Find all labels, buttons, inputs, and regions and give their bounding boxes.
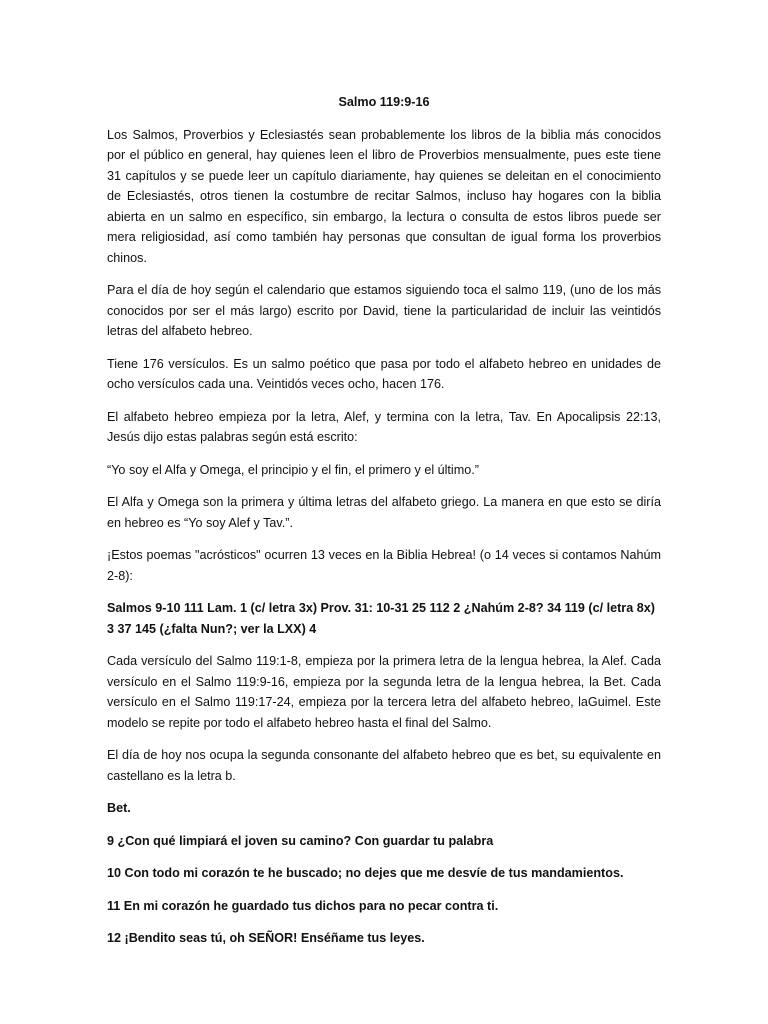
paragraph-segunda-consonante: El día de hoy nos ocupa la segunda consonante del alfabeto hebreo que es bet, su equivalente en castellano es la letra b.	[107, 748, 661, 783]
paragraph-intro: Los Salmos, Proverbios y Eclesiastés sean probablemente los libros de la biblia más conocidos por el público en general, hay quienes leen el libro de Proverbios mensualmente, pues este tiene 31 capítulos y se puede leer un capítulo diariamente, hay quienes se deleitan en el conocimiento de Eclesiastés, otros tienen la costumbre de recitar Salmos, incluso hay hogares con la biblia abierta en un salmo en específico, sin embargo, la lectura o consulta de estos libros puede ser mera religiosidad, así como también hay personas que consultan de igual forma los proverbios chinos.	[107, 127, 661, 265]
document-title: Salmo 119:9-16	[338, 95, 430, 109]
paragraph-176-versiculos: Tiene 176 versículos. Es un salmo poético que pasa por todo el alfabeto hebreo en unidades de ocho versículos cada una. Veintidós veces ocho, hacen 176.	[107, 356, 661, 391]
paragraph-salmo-119: Para el día de hoy según el calendario que estamos siguiendo toca el salmo 119, (uno de los más conocidos por ser el más largo) escrito por David, tiene la particularidad de incluir las veintidós letras del alfabeto hebreo.	[107, 283, 661, 338]
document-page	[107, 92, 661, 961]
paragraph-versiculos: Cada versículo del Salmo 119:1-8, empieza por la primera letra de la lengua hebrea, la Alef. Cada versículo en el Salmo 119:9-16, empieza por la segunda letra de la lengua hebrea, la Bet. Cada versículo en el Salmo 119:17-24, empieza por la tercera letra del alfabeto hebreo, laGuimel. Este modelo se repite por todo el alfabeto hebreo hasta el final del Salmo.	[107, 654, 661, 730]
paragraph-alfa-omega: El Alfa y Omega son la primera y última letras del alfabeto griego. La manera en que esto se diría en hebreo es “Yo soy Alef y Tav.”.	[107, 495, 661, 530]
paragraph-acrosticos: ¡Estos poemas "acrósticos" ocurren 13 veces en la Biblia Hebrea! (o 14 veces si contamos Nahúm 2-8):	[107, 548, 661, 583]
paragraph-alfabeto-hebreo: El alfabeto hebreo empieza por la letra, Alef, y termina con la letra, Tav. En Apocalipsis 22:13, Jesús dijo estas palabras según está escrito:	[107, 409, 661, 444]
paragraph-quote: “Yo soy el Alfa y Omega, el principio y el fin, el primero y el último.”	[107, 462, 479, 477]
paragraph-bet: Bet.	[107, 801, 131, 815]
verse-11: 11 En mi corazón he guardado tus dichos para no pecar contra ti.	[107, 898, 499, 913]
paragraph-referencias: Salmos 9-10 111 Lam. 1 (c/ letra 3x) Prov. 31: 10-31 25 112 2 ¿Nahúm 2-8? 34 119 (c/ letra 8x) 3 37 145 (¿falta Nun?; ver la LXX) 4	[107, 601, 655, 636]
verse-10: 10 Con todo mi corazón te he buscado; no dejes que me desvíe de tus mandamientos.	[107, 866, 624, 880]
verse-12: 12 ¡Bendito seas tú, oh SEÑOR! Enséñame tus leyes.	[107, 931, 425, 945]
verse-9: 9 ¿Con qué limpiará el joven su camino? Con guardar tu palabra	[107, 833, 494, 848]
